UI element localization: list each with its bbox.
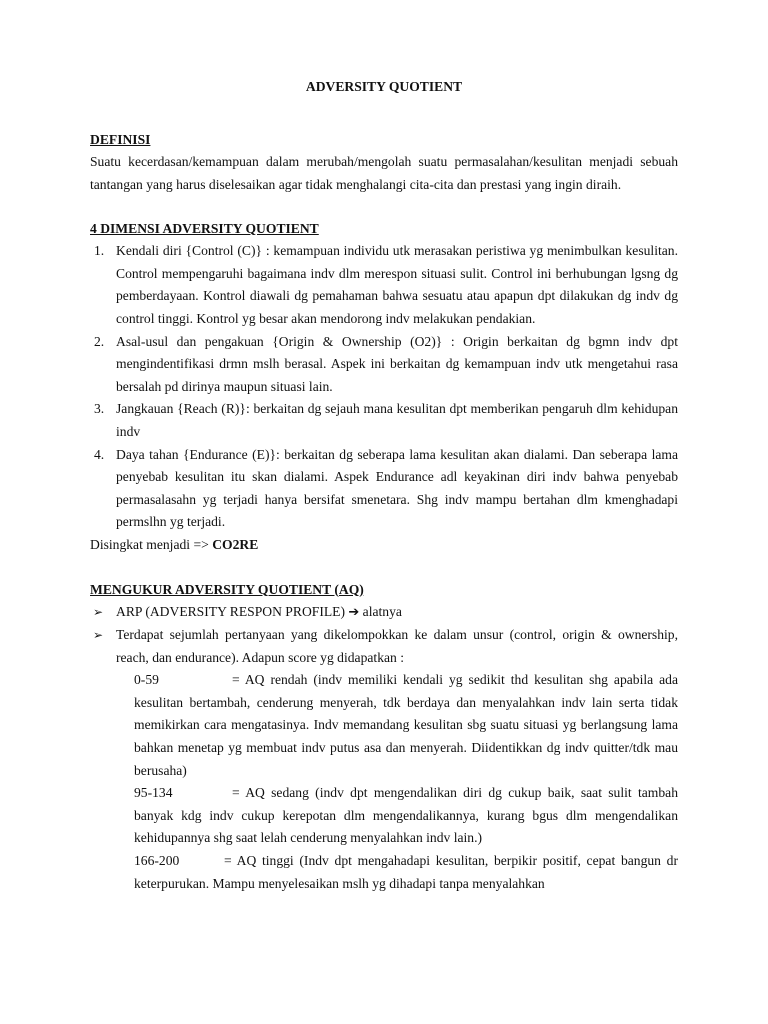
list-item-text: Kendali diri {Control (C)} : kemampuan individu utk merasakan peristiwa yg menimbulkan kesulitan. Control mempengaruhi bagaimana indv dlm merespon situasi sulit. Control ini berhubungan lgsng dg pemberdayaan. Kontrol diawali dg pemahaman bahwa sesuatu atau apapun dpt dilakukan dg indv dg control tinggi. Kontrol yg besar akan mendorong indv melakukan pendakian.: [116, 243, 678, 326]
list-item: [90, 601, 678, 625]
score-range: 0-59: [134, 672, 159, 688]
score-range: 166-200: [134, 853, 180, 869]
list-item-number: 2.: [94, 333, 105, 349]
score-text: = AQ tinggi (Indv dpt mengahadapi kesulitan, berpikir positif, cepat bangun dr keterpurukan. Mampu menyelesaikan mslh yg dihadapi tanpa menyalahkan: [134, 853, 678, 891]
list-item: [90, 331, 678, 399]
list-item-number: 4.: [94, 446, 105, 462]
summary-value: CO2RE: [212, 536, 259, 552]
bullet-suffix: alatnya: [359, 603, 402, 619]
score-item: [134, 669, 678, 782]
list-item-text: Jangkauan {Reach (R)}: berkaitan dg sejauh mana kesulitan dpt memberikan pengaruh dlm kehidupan indv: [116, 401, 678, 439]
measure-list: [90, 601, 678, 896]
score-list: [116, 669, 678, 895]
bullet-text: ARP (ADVERSITY RESPON PROFILE): [116, 603, 349, 619]
definition-heading: DEFINISI: [90, 132, 151, 147]
list-item-text: Asal-usul dan pengakuan {Origin & Ownership (O2)} : Origin berkaitan dg bgmn indv dpt mengindentifikasi drmn mslh berasal. Aspek ini berkaitan dg kemampuan indv utk mengetahui rasa bersalah pd dirinya maupun situasi lain.: [116, 333, 678, 394]
dimensions-heading: 4 DIMENSI ADVERSITY QUOTIENT: [90, 221, 319, 237]
list-item-text: Daya tahan {Endurance (E)}: berkaitan dg seberapa lama kesulitan akan dialami. Dan seberapa lama penyebab kesulitan itu skan dialami. Aspek Endurance adl keyakinan diri indv bahwa penyebab permasalasahn yg terjadi hanya bersifat smenetara. Shg indv mampu bertahan dlm kmenghadapi permslhn yg terjadi.: [116, 446, 678, 530]
right-arrow-icon: ➔: [348, 604, 360, 620]
arrowhead-bullet-icon: ➢: [93, 604, 104, 619]
score-text: = AQ rendah (indv memiliki kendali yg sedikit thd kesulitan shg apabila ada kesulitan bertambah, cenderung menyerah, tdk berdaya dan menyalahkan indv lain serta tidak memikirkan cara mengatasinya. Indv memandang kesulitan sbg suatu situasi yg berlangsung lama bahkan menetap yg membuat indv putus asa dan menyerah. Diidentikkan dg indv quitter/tdk mau berusaha): [134, 672, 678, 778]
list-item-number: 3.: [94, 401, 105, 417]
score-range: 95-134: [134, 785, 173, 801]
summary-prefix: Disingkat menjadi =>: [90, 536, 213, 552]
document-title: ADVERSITY QUOTIENT: [305, 79, 463, 94]
dimensions-list: [90, 240, 678, 534]
list-item: [90, 240, 678, 330]
score-text: = AQ sedang (indv dpt mengendalikan diri dg cukup baik, saat sulit tambah banyak kdg indv cukup kerepotan dlm mengendalikannya, kurang bgus dlm mengendalikan kehidupannya shg saat lelah cenderung menyalahkan indv lain.): [134, 785, 678, 846]
spacer: [90, 557, 678, 579]
list-item: [90, 398, 678, 443]
list-item: [90, 444, 678, 534]
spacer: [90, 196, 678, 218]
list-item: [90, 624, 678, 895]
measure-heading: MENGUKUR ADVERSITY QUOTIENT (AQ): [90, 581, 364, 597]
list-item-number: 1.: [94, 243, 105, 259]
arrowhead-bullet-icon: ➢: [93, 628, 104, 643]
score-item: [134, 782, 678, 850]
bullet-text: Terdapat sejumlah pertanyaan yang dikelompokkan ke dalam unsur (control, origin & ownership, reach, dan endurance). Adapun score yg didapatkan :: [116, 627, 678, 665]
definition-text: Suatu kecerdasan/kemampuan dalam merubah/mengolah suatu permasalahan/kesulitan menjadi sebuah tantangan yang harus diselesaikan agar tidak menghalangi cita-cita dan prestasi yang ingin diraih.: [90, 154, 678, 192]
score-item: [134, 850, 678, 895]
summary-line: [90, 534, 678, 557]
